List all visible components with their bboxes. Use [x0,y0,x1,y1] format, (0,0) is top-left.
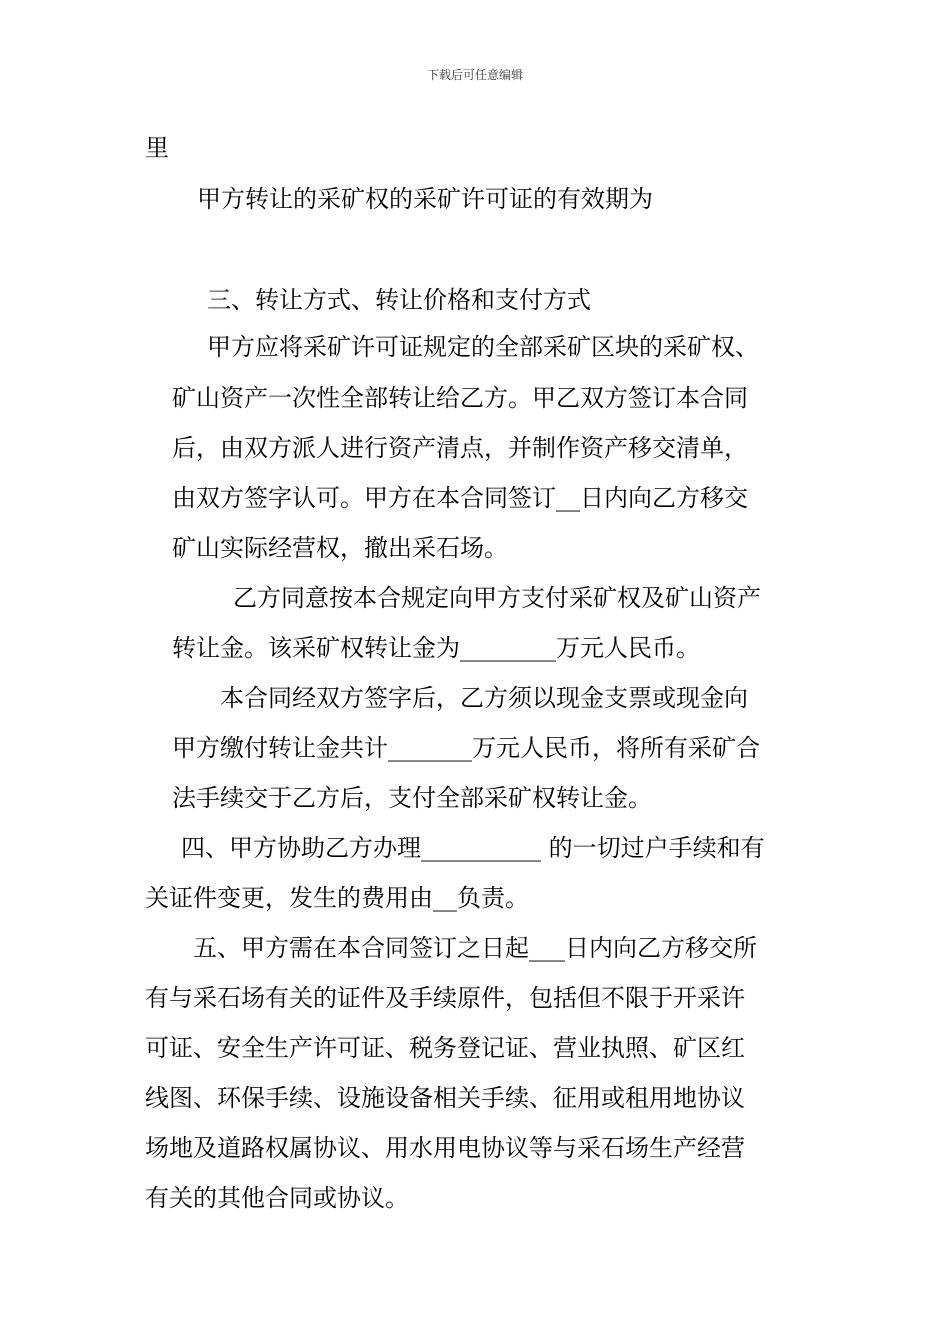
text-line: 有关的其他合同或协议。 [145,1184,409,1212]
text-line: 关证件变更，发生的费用由__负责。 [145,884,529,912]
text-line: 后，由双方派人进行资产清点，并制作资产移交清单， [172,434,748,462]
page-header: 下载后可任意编辑 [426,68,523,82]
text-line: 本合同经双方签字后，乙方须以现金支票或现金向 [220,684,748,712]
text-line: 线图、环保手续、设施设备相关手续、征用或租用地协议 [145,1084,745,1112]
text-line: 可证、安全生产许可证、税务登记证、营业执照、矿区红 [145,1034,745,1062]
section-heading: 四、甲方协助乙方办理__________ 的一切过户手续和有 [181,834,765,862]
text-line: 矿山实际经营权，撤出采石场。 [172,534,508,562]
text-line: 甲方应将采矿许可证规定的全部采矿区块的采矿权、 [207,333,759,361]
section-heading: 三、转让方式、转让价格和支付方式 [207,286,591,314]
text-line: 转让金。该采矿权转让金为________万元人民币。 [172,634,700,662]
text-line: 甲方缴付转让金共计_______万元人民币，将所有采矿合 [172,734,760,762]
text-line: 甲方转让的采矿权的采矿许可证的有效期为 [197,185,653,213]
text-line: 有与采石场有关的证件及手续原件，包括但不限于开采许 [145,984,745,1012]
text-line: 矿山资产一次性全部转让给乙方。甲乙双方签订本合同 [172,384,748,412]
text-line: 由双方签字认可。甲方在本合同签订__日内向乙方移交 [172,484,748,512]
section-heading: 五、甲方需在本合同签订之日起___日内向乙方移交所 [193,934,757,962]
text-line: 乙方同意按本合规定向甲方支付采矿权及矿山资产 [233,584,761,612]
text-line: 法手续交于乙方后，支付全部采矿权转让金。 [172,784,652,812]
text-line: 里 [145,134,169,162]
text-line: 场地及道路权属协议、用水用电协议等与采石场生产经营 [145,1134,745,1162]
